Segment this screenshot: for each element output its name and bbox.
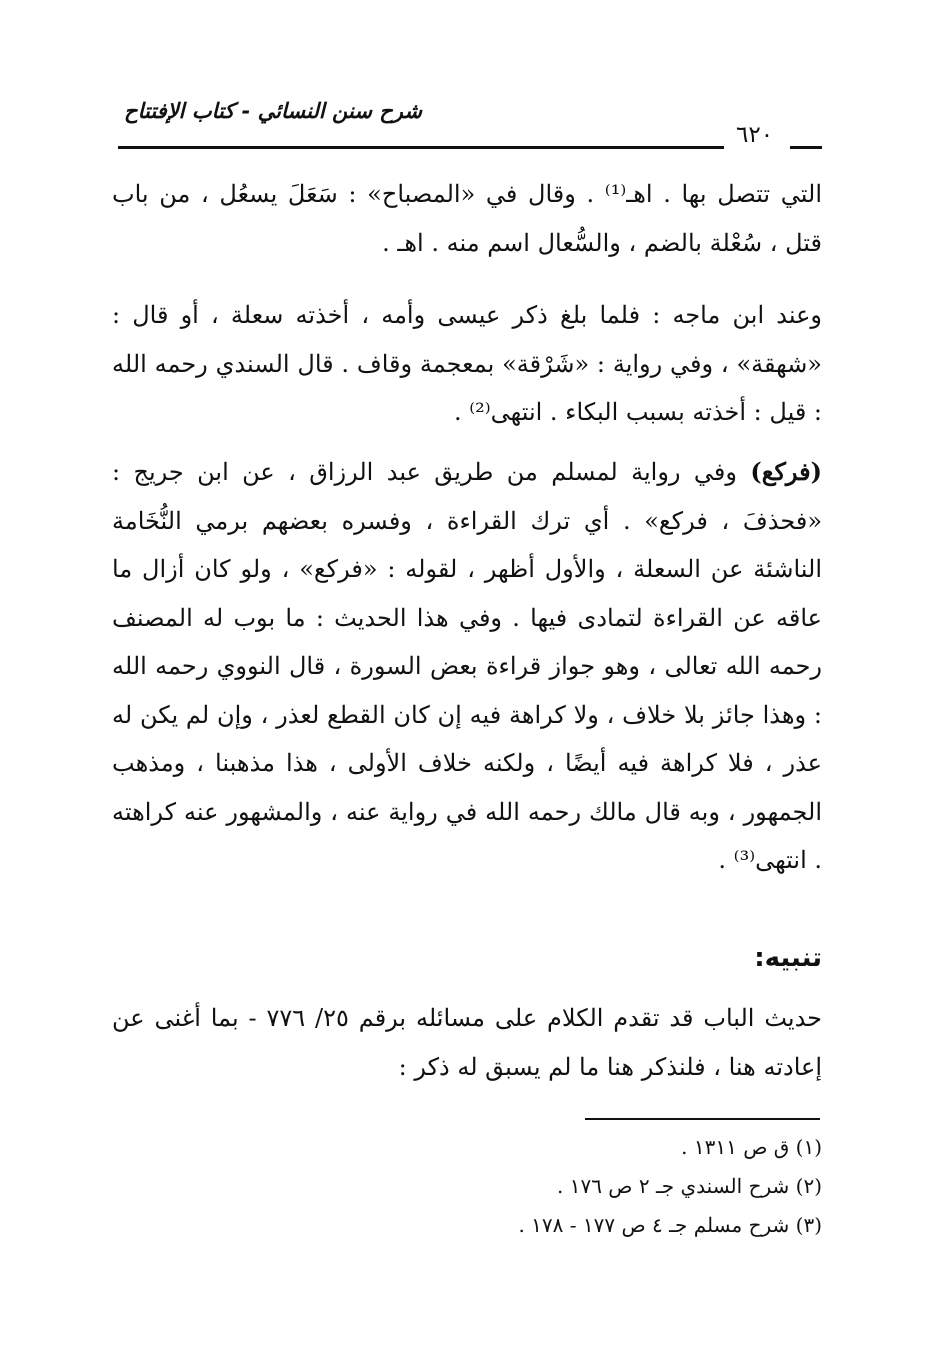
paragraph-3-text: وفي رواية لمسلم من طريق عبد الرزاق ، عن ابن جريج : «فحذفَ ، فركع» . أي ترك القراءة ، وفسره بعضهم برمي النُّخَامة الناشئة عن السعلة ، والأول أظهر ، لقوله : «فركع» ، ولو كان أزال ما عاقه عن القراءة لتمادى فيها . وفي هذا الحديث : ما بوب له المصنف رحمه الله تعالى ، وهو جواز قراءة بعض السورة ، قال النووي رحمه الله : وهذا جائز بلا خلاف ، ولا كراهة فيه إن كان القطع لعذر ، وإن لم يكن له عذر ، فلا كراهة فيه أيضًا ، ولكنه خلاف الأولى ، هذا مذهبنا ، ومذهب الجمهور ، وبه قال مالك رحمه الله في رواية عنه ، والمشهور عنه كراهته . انتهى⁽³⁾ . xyxy=(112,458,823,874)
footnotes xyxy=(122,1128,822,1245)
footnote-1: (١) ق ص ١٣١١ . xyxy=(681,1135,822,1159)
paragraph-2: وعند ابن ماجه : فلما بلغ ذكر عيسى وأمه ، أخذته سعلة ، أو قال : «شهقة» ، وفي رواية : «شَرْقة» بمعجمة وقاف . قال السندي رحمه الله : قيل : أخذته بسبب البكاء . انتهى⁽²⁾ . xyxy=(112,301,822,426)
running-header-title: شرح سنن النسائي - كتاب الإفتتاح xyxy=(124,99,422,123)
header-rule xyxy=(118,146,724,149)
note-heading: تنبيه: xyxy=(754,943,822,973)
footnote-2: (٢) شرح السندي جـ ٢ ص ١٧٦ . xyxy=(556,1174,822,1198)
paragraph-1: التي تتصل بها . اهـ⁽¹⁾ . وقال في «المصباح» : سَعَلَ يسعُل ، من باب قتل ، سُعْلة بالضم ، والسُّعال اسم منه . اهـ . xyxy=(112,180,822,257)
paragraph-4: حديث الباب قد تقدم الكلام على مسائله برقم ٢٥/ ٧٧٦ - بما أغنى عن إعادته هنا ، فلنذكر هنا ما لم يسبق له ذكر : xyxy=(112,1004,823,1081)
page-number: ٦٢٠ xyxy=(736,122,774,148)
header-rule-short xyxy=(790,146,822,149)
paragraph-3 xyxy=(112,448,822,885)
paragraph-3-lead: (فركع) xyxy=(750,457,822,486)
footnote-rule xyxy=(585,1118,820,1120)
footnote-3: (٣) شرح مسلم جـ ٤ ص ١٧٧ - ١٧٨ . xyxy=(518,1213,822,1237)
